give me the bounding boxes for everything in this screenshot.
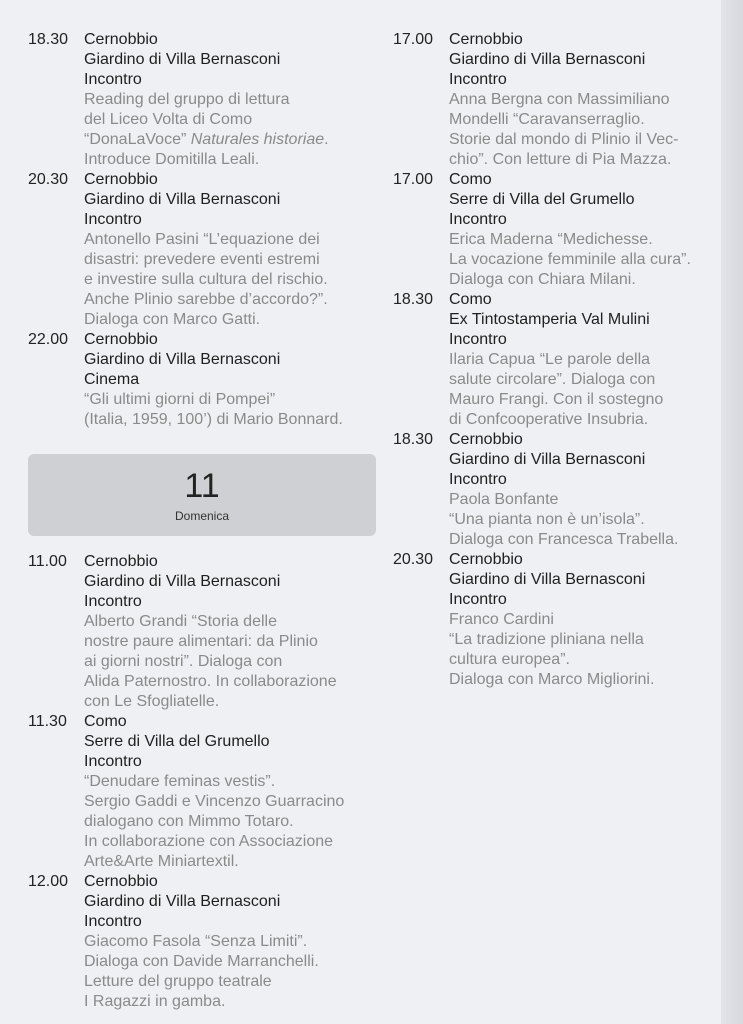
event-time: 18.30: [393, 291, 434, 308]
event-description: Franco Cardini “La tradizione pliniana nella cultura europea”. Dialoga con Marco Migliorini.: [449, 611, 655, 688]
event-description: Erica Maderna “Medichesse. La vocazione femminile alla cura”. Dialoga con Chiara Milani.: [449, 231, 691, 288]
event-left-top-1: [28, 170, 378, 330]
day-header: [28, 454, 376, 536]
event-info: [84, 170, 378, 330]
event-time: 20.30: [28, 171, 69, 188]
event-time: 18.30: [28, 31, 69, 48]
event-venue: Giardino di Villa Bernasconi: [84, 573, 281, 590]
event-place: Cernobbio: [84, 31, 158, 48]
event-info: [449, 550, 723, 690]
event-kind: Incontro: [449, 331, 507, 348]
event-description: [84, 90, 378, 170]
event-description: Ilaria Capua “Le parole della salute circolare”. Dialoga con Mauro Frangi. Con il sostegno di Confcooperative Insubria.: [449, 351, 664, 428]
event-left-bottom-1: [28, 712, 378, 872]
event-info: [84, 552, 378, 712]
event-right-4: [393, 550, 723, 690]
event-description-italic: Naturales historiae: [190, 131, 325, 148]
event-info: [84, 872, 378, 1012]
event-kind: Incontro: [84, 71, 142, 88]
event-kind: Incontro: [84, 753, 142, 770]
event-info: [84, 330, 378, 430]
event-right-0: [393, 30, 723, 170]
event-right-3: [393, 430, 723, 550]
event-place: Cernobbio: [84, 171, 158, 188]
event-description: “Gli ultimi giorni di Pompei” (Italia, 1959, 100’) di Mario Bonnard.: [84, 391, 343, 428]
event-description: Alberto Grandi “Storia delle nostre paure alimentari: da Plinio ai giorni nostri”. Dialoga con Alida Paternostro. In collaborazione con Le Sfogliatelle.: [84, 613, 337, 710]
event-kind: Incontro: [449, 471, 507, 488]
event-description: Anna Bergna con Massimiliano Mondelli “Caravanserraglio. Storie dal mondo di Plinio il Vec- chio”. Con letture di Pia Mazza.: [449, 91, 679, 168]
event-description: “Denudare feminas vestis”. Sergio Gaddi e Vincenzo Guarracino dialogano con Mimmo Totaro. In collaborazione con Associazione Arte&Arte Miniartextil.: [84, 773, 345, 870]
event-time: 11.30: [28, 713, 67, 730]
event-place: Como: [449, 291, 492, 308]
event-description: Giacomo Fasola “Senza Limiti”. Dialoga con Davide Marranchelli. Letture del gruppo teatrale I Ragazzi in gamba.: [84, 933, 319, 1010]
event-left-top-0: [28, 30, 378, 170]
event-time: 22.00: [28, 331, 69, 348]
event-place: Cernobbio: [84, 553, 158, 570]
day-number: 11: [184, 467, 220, 505]
event-description-start: Reading del gruppo di lettura del Liceo Volta di Como “DonaLaVoce”: [84, 91, 290, 148]
event-info: [449, 30, 723, 170]
event-venue: Serre di Villa del Grumello: [84, 733, 270, 750]
event-time: 12.00: [28, 873, 69, 890]
event-info: [449, 290, 723, 430]
event-place: Cernobbio: [84, 331, 158, 348]
event-place: Cernobbio: [449, 31, 523, 48]
page-edge: [721, 0, 743, 1024]
event-kind: Incontro: [449, 71, 507, 88]
event-kind: Incontro: [449, 591, 507, 608]
event-time: 17.00: [393, 31, 434, 48]
event-kind: Incontro: [449, 211, 507, 228]
event-left-bottom-2: [28, 872, 378, 1012]
event-info: [449, 170, 723, 290]
event-place: Como: [449, 171, 492, 188]
event-venue: Giardino di Villa Bernasconi: [84, 893, 281, 910]
event-venue: Giardino di Villa Bernasconi: [84, 351, 281, 368]
event-venue: Giardino di Villa Bernasconi: [84, 51, 281, 68]
event-venue: Giardino di Villa Bernasconi: [449, 571, 646, 588]
event-venue: Giardino di Villa Bernasconi: [84, 191, 281, 208]
event-venue: Giardino di Villa Bernasconi: [449, 51, 646, 68]
event-left-bottom-0: [28, 552, 378, 712]
event-place: Cernobbio: [84, 873, 158, 890]
event-time: 18.30: [393, 431, 434, 448]
event-place: Como: [84, 713, 127, 730]
event-right-1: [393, 170, 723, 290]
event-time: 17.00: [393, 171, 434, 188]
event-left-top-2: [28, 330, 378, 430]
event-right-2: [393, 290, 723, 430]
event-kind: Incontro: [84, 211, 142, 228]
event-time: 11.00: [28, 553, 67, 570]
event-venue: Giardino di Villa Bernasconi: [449, 451, 646, 468]
event-time: 20.30: [393, 551, 434, 568]
event-kind: Incontro: [84, 913, 142, 930]
event-info: [84, 30, 378, 170]
day-name: Domenica: [174, 509, 230, 523]
right-column: [393, 30, 723, 690]
event-venue: Ex Tintostamperia Val Mulini: [449, 311, 650, 328]
event-venue: Serre di Villa del Grumello: [449, 191, 635, 208]
event-description: Antonello Pasini “L’equazione dei disastri: prevedere eventi estremi e investire sulla cultura del rischio. Anche Plinio sarebbe d’accordo?”. Dialoga con Marco Gatti.: [84, 231, 328, 328]
event-kind: Cinema: [84, 371, 140, 388]
event-place: Cernobbio: [449, 551, 523, 568]
event-info: [84, 712, 378, 872]
event-info: [449, 430, 723, 550]
event-place: Cernobbio: [449, 431, 523, 448]
event-description-end: . Introduce Domitilla Leali.: [84, 131, 329, 168]
left-column: [28, 30, 378, 1012]
event-kind: Incontro: [84, 593, 142, 610]
event-description: Paola Bonfante “Una pianta non è un’isola”. Dialoga con Francesca Trabella.: [449, 491, 679, 548]
